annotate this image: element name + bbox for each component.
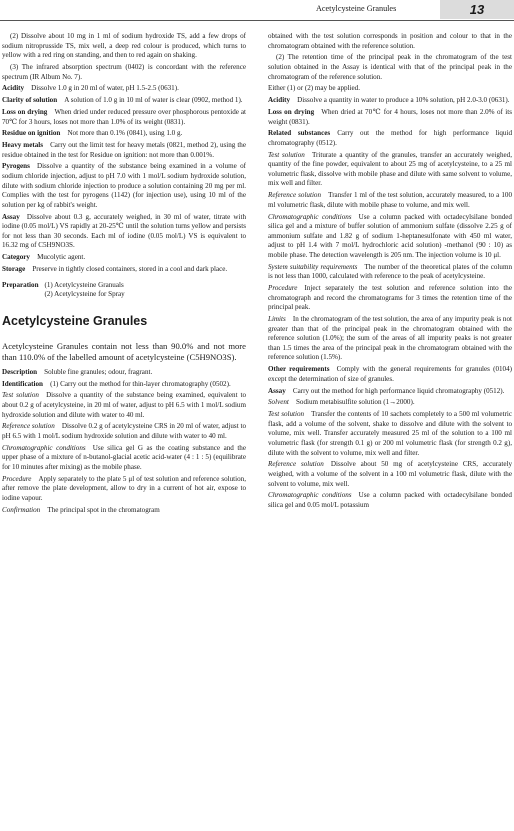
monograph-title: Acetylcysteine Granules [2,313,148,328]
right-column [268,32,512,513]
paragraph [268,365,512,384]
paragraph [2,141,246,160]
section-label: Chromatographic conditions [268,491,352,500]
paragraph-text: Use a column packed with octadecylsilane bonded silica gel and 0.05 mol/L potassium [268,491,512,509]
paragraph-text: obtained with the test solution corresponds in position and colour to that in the chromatogram obtained with the reference solution. [268,32,512,50]
paragraph [2,368,246,378]
section-label: Test solution [2,391,39,400]
section-label: Residue on ignition [2,129,61,138]
paragraph-text: Dissolve about 50 mg of acetylcysteine CRS, accurately weighed, with a volume of the solvent in a 100 ml volumetric flask, dilute with the solvent to volume, mix well. [268,460,512,488]
paragraph [268,191,512,210]
paragraph-text: Dissolve a quantity in water to produce a 10% solution, pH 2.0-3.0 (0631). [297,96,510,105]
paragraph-text: When dried under reduced pressure over phosphorous pentoxide at 70℃ for 3 hours, loses not more than 1.0% of its weight (0831). [2,107,246,126]
paragraph [268,32,512,51]
preparation-item: (1) Acetylcysteine Granuals [44,280,124,289]
paragraph [268,410,512,458]
section-label: Reference solution [268,460,324,469]
paragraph-text: Carry out the method for high performance liquid chromatography (0512). [292,386,505,395]
paragraph [268,284,512,313]
paragraph [268,491,512,510]
paragraph [268,151,512,189]
paragraph-text: Inject separately the test solution and reference solution into the chromatograph and record the chromatograms for 3 times the retention time of the principal peak. [268,284,512,312]
paragraph [2,253,246,263]
paragraph-text: Dissolve a quantity of the substance being examined, equivalent to about 0.2 g of acetylcysteine, in 20 ml of water, adjust to pH 6.5 with 1 mol/L sodium hydroxide solution and dilute with water to 40 ml. [2,391,246,419]
paragraph [268,387,512,397]
section-label: Clarity of solution [2,96,58,105]
paragraph-text: Triturate a quantity of the granules, transfer an accurately weighed, quantity of the fine powder, equivalent to about 25 mg of acetylcysteine, to a 25 ml volumetric flask, dissolve with mobile phase and dilute with same solvent to volume, mix well and filter. [268,150,512,188]
paragraph-text: When dried at 70℃ for 4 hours, loses not more than 2.0% of its weight (0831). [268,107,512,126]
paragraph [268,108,512,127]
section-label: Test solution [268,150,305,159]
paragraph-text: Dissolve 0.2 g of acetylcysteine CRS in 20 ml of water, adjust to pH 6.5 with 1 mol/L sodium hydroxide solution and dilute with water to 40 ml. [2,422,246,441]
paragraph [2,63,246,82]
section-label: Chromatographic conditions [2,443,86,452]
paragraph [2,380,246,390]
section-label: Category [2,253,30,262]
paragraph-text: The principal spot in the chromatogram [47,505,160,514]
paragraph-text: Carry out the method for high performance liquid chromatography (0512). [268,129,512,147]
paragraph-text: Transfer the contents of 10 sachets completely to a 500 ml volumetric flask, add a volume of the solvent, shake to dissolve and dilute with the solvent to volume, mix well. Transfer accurately measured 25 ml of the solution to a 100 ml volumetric flask (for strength 0.1 g) or 200 ml volumetric flask (for strength 0.2 g), dilute with the solvent to volume, mix well and filter. [268,410,512,457]
section-label: Identification [2,379,43,388]
section-label: Reference solution [268,191,322,200]
paragraph [268,315,512,363]
paragraph [268,263,512,282]
paragraph-text: Mucolytic agent. [37,253,86,262]
paragraph [268,96,512,106]
paragraph [2,265,246,275]
section-label: Acidity [268,96,291,105]
left-column [2,32,246,518]
section-label: Heavy metals [2,141,43,150]
paragraph [2,391,246,420]
paragraph-text: The number of the theoretical plates of the column is not less than 1000, calculated with reference to the peak of acetylcysteine. [268,262,513,281]
section-label: Confirmation [2,505,41,514]
paragraph-text: Preserve in tightly closed containers, stored in a cool and dark place. [32,264,228,273]
paragraph [268,213,512,261]
paragraph [268,398,512,408]
section-label: Loss on drying [2,107,48,116]
paragraph [2,422,246,441]
paragraph [2,32,246,61]
section-label: Test solution [268,410,305,419]
preparation-label: Preparation [2,280,39,289]
paragraph [268,84,512,94]
paragraph-text: Use silica gel G as the coating substance and the upper phase of a mixture of n-butanol-glacial acetic acid-water (4 : 1 : 5) (equilibrate for 10 minutes after mixing) as the mobile phase. [2,443,246,471]
section-label: Solvent [268,398,289,407]
section-label: Description [2,367,38,376]
paragraph-text: A solution of 1.0 g in 10 ml of water is clear (0902, method 1). [64,96,243,105]
section-label: Procedure [268,284,298,293]
paragraph-text: (3) The infrared absorption spectrum (0402) is concordant with the reference spectrum (IR Album No. 7). [2,62,246,81]
paragraph-text: In the chromatogram of the test solution, the area of any impurity peak is not greater than that of the principal peak in the chromatogram obtained with the reference solution (1.0%); the sum of the areas of all impurity peaks is not greater than 1.5 times the area of the principal peak in the chromatogram obtained with the reference solution (1.5%). [268,315,512,362]
paragraph [2,96,246,106]
paragraph [2,213,246,251]
section-label: System suitability requirements [268,262,358,271]
section-label: Storage [2,264,26,273]
section-label: Related substances [268,129,331,138]
paragraph-text: (1) Carry out the method for thin-layer chromatography (0502). [50,379,231,388]
paragraph-text: Apply separately to the plate 5 μl of test solution and reference solution, after remove the plate development, allow to dry in a current of hot air, expose to iodine vapour. [2,474,246,502]
paragraph-text: Not more than 0.1% (0841), using 1.0 g. [67,129,183,138]
running-title: Acetylcysteine Granules [316,4,397,13]
header-rule [0,20,514,21]
section-label: Other requirements [268,365,330,374]
section-label: Assay [268,386,286,395]
paragraph [2,506,246,516]
paragraph [2,475,246,504]
section-label: Reference solution [2,422,55,431]
paragraph-text: Comply with the general requirements for granules (0104) except the determination of size of granules. [268,365,513,383]
section-label: Pyrogens [2,162,30,171]
page-number: 13 [440,0,514,19]
preparation-item: (2) Acetylcysteine for Spray [44,290,125,299]
paragraph-text: Soluble fine granules; odour, fragrant. [44,367,153,376]
paragraph [2,444,246,473]
paragraph-text: Dissolve 1.0 g in 20 ml of water, pH 1.5-2.5 (0631). [31,84,179,93]
paragraph [268,53,512,82]
paragraph-text: Dissolve a quantity of the substance being examined in a volume of sodium chloride injection, adjust to pH 7.0 with 1 mol/L sodium hydroxide solution, dilute with sodium chloride injection to produce a solution containing 20 mg per ml. Complies with the test for pyrogens (1142) (for injection use), using 10 ml of the solution per kg of rabbit's weight. [2,162,246,209]
page-header [0,0,514,20]
section-label: Chromatographic conditions [268,212,352,221]
paragraph-text: (2) Dissolve about 10 mg in 1 ml of sodium hydroxide TS, add a few drops of sodium nitroprusside TS, mix well, a deep red colour is produced, which turns to yellow with a red ring on standing, and then to red again on shaking. [2,32,246,60]
section-label: Loss on drying [268,107,315,116]
section-label: Assay [2,212,20,221]
paragraph [2,129,246,139]
paragraph-text: Transfer 1 ml of the test solution, accurately measured, to a 100 ml volumetric flask, dilute with mobile phase to volume, and mix well. [268,191,512,209]
paragraph [2,162,246,210]
paragraph-text: Dissolve about 0.3 g, accurately weighed, in 30 ml of water, titrate with iodine (0.05 mol/L) VS rapidly at 20-25℃ until the solution turns yellow and persists for not less than 30 seconds. Each ml of iodine (0.05 mol/L) VS is equivalent to 16.32 mg of C5H9NO3S. [2,212,246,250]
paragraph-text: Use a column packed with octadecylsilane bonded silica gel and a mixture of buffer solution of ammonium sulfate (dissolve 2.25 g of ammonium sulfate and 1.82 g of sodium 1-heptanesulfonate with 450 ml water, adjust to pH 1.4 with 7 mol/L hydrochloric acid solution) -methanol (90 : 10) as mobile phase. The detection wavelength is 205 nm. The injection volume is 10 μl. [268,212,512,259]
paragraph [2,84,246,94]
section-label: Acidity [2,84,25,93]
preparation-list [45,281,125,300]
paragraph-text: Sodium metabisulfite solution (1→2000). [295,398,415,407]
paragraph-text: Either (1) or (2) may be applied. [268,84,360,93]
paragraph-text: (2) The retention time of the principal peak in the chromatogram of the test solution obtained in the Assay is identical with that of the principal peak in the chromatogram of the reference solution. [268,53,512,81]
preparations [2,281,246,300]
paragraph [2,108,246,127]
monograph-definition: Acetylcysteine Granules contain not less than 90.0% and not more than 110.0% of the labelled amount of acetylcysteine (C5H9NO3S). [2,340,246,363]
section-label: Procedure [2,474,32,483]
paragraph-text: Carry out the limit test for heavy metals (0821, method 2), using the residue obtained in the test for Residue on ignition: not more than 0.001%. [2,141,246,159]
paragraph [268,129,512,148]
section-label: Limits [268,315,286,324]
paragraph [268,460,512,489]
